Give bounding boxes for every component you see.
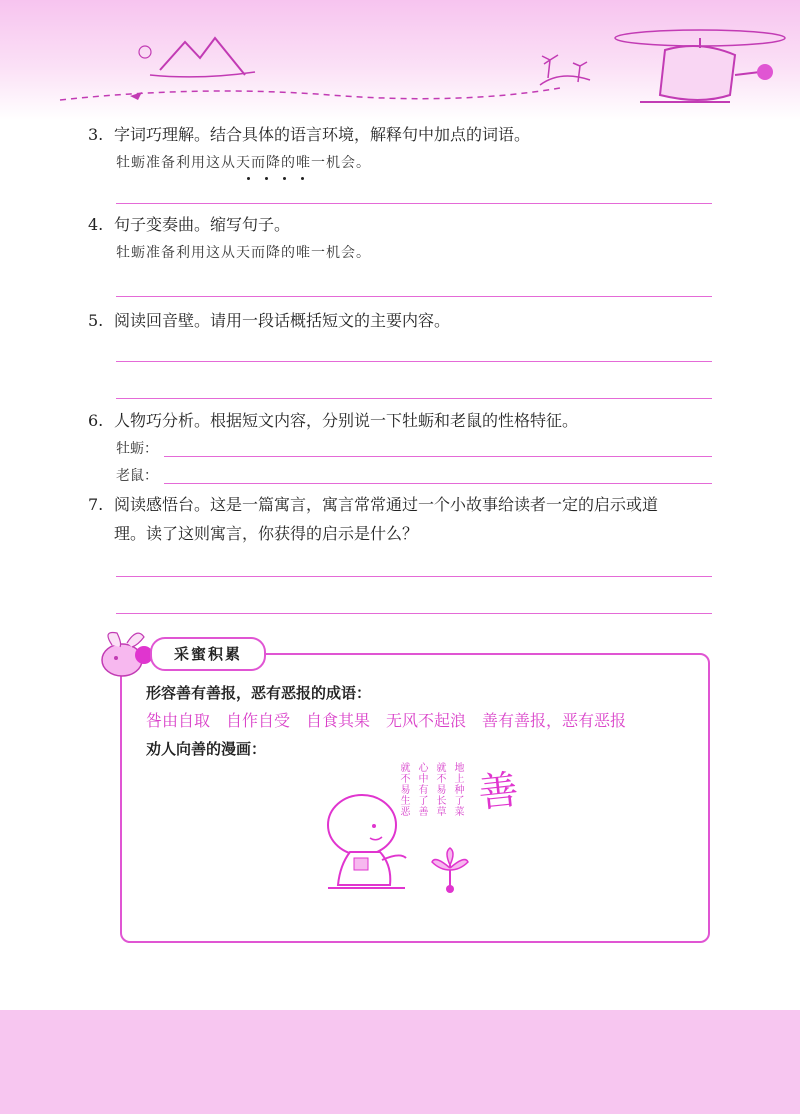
- question-number: 7.: [88, 495, 104, 514]
- idiom-list: 咎由自取 自作自受 自食其果 无风不起浪 善有善报，恶有恶报: [146, 711, 627, 730]
- answer-line[interactable]: [116, 613, 712, 614]
- question-number: 3.: [88, 125, 104, 144]
- question-number: 6.: [88, 411, 104, 430]
- poem-line: 就不易生恶: [398, 762, 409, 817]
- question-3-sentence: 牡蛎准备利用这从天而降的唯一机会。: [116, 155, 371, 171]
- question-3: [88, 122, 728, 148]
- idiom-heading: 形容善有善报，恶有恶报的成语：: [146, 684, 372, 702]
- poem-line: 就不易长草: [434, 762, 445, 817]
- honey-section-title: 采蜜积累: [150, 637, 266, 671]
- answer-line[interactable]: [116, 398, 712, 399]
- poem-line: 心中有了善: [416, 762, 427, 817]
- page-footer-band: [0, 1010, 800, 1114]
- question-text: 人物巧分析。根据短文内容，分别说一下牡蛎和老鼠的性格特征。: [114, 411, 579, 430]
- emphasis-dot: [301, 177, 304, 180]
- question-text: 阅读回音壁。请用一段话概括短文的主要内容。: [114, 311, 451, 330]
- answer-line[interactable]: [116, 361, 712, 362]
- big-shan-character: 善: [476, 767, 521, 817]
- question-text: 字词巧理解。结合具体的语言环境，解释句中加点的词语。: [114, 125, 531, 144]
- mouse-answer-line[interactable]: [164, 483, 712, 484]
- header-illustration: [0, 0, 800, 120]
- question-5: [88, 308, 728, 334]
- oyster-answer-line[interactable]: [164, 456, 712, 457]
- page-header-decoration: [0, 0, 800, 120]
- question-text: 阅读感悟台。这是一篇寓言，寓言常常通过一个小故事给读者一定的启示或道: [114, 495, 659, 514]
- cartoon-child-illustration: [310, 790, 480, 895]
- oyster-label: 牡蛎：: [116, 441, 158, 457]
- emphasis-dot: [283, 177, 286, 180]
- question-6: [88, 408, 728, 434]
- question-4: [88, 212, 728, 238]
- emphasis-dot: [265, 177, 268, 180]
- cartoon-heading: 劝人向善的漫画：: [146, 740, 267, 758]
- question-7: [88, 492, 728, 518]
- answer-line[interactable]: [116, 203, 712, 204]
- mouse-label: 老鼠：: [116, 468, 158, 484]
- answer-line[interactable]: [116, 576, 712, 577]
- question-7-continued: 理。读了这则寓言，你获得的启示是什么？: [114, 524, 419, 543]
- answer-line[interactable]: [116, 296, 712, 297]
- question-number: 4.: [88, 215, 104, 234]
- emphasis-dot: [247, 177, 250, 180]
- question-text: 句子变奏曲。缩写句子。: [114, 215, 291, 234]
- poem-line: 地上种了菜: [452, 762, 463, 817]
- question-number: 5.: [88, 311, 104, 330]
- question-4-sentence: 牡蛎准备利用这从天而降的唯一机会。: [116, 245, 371, 261]
